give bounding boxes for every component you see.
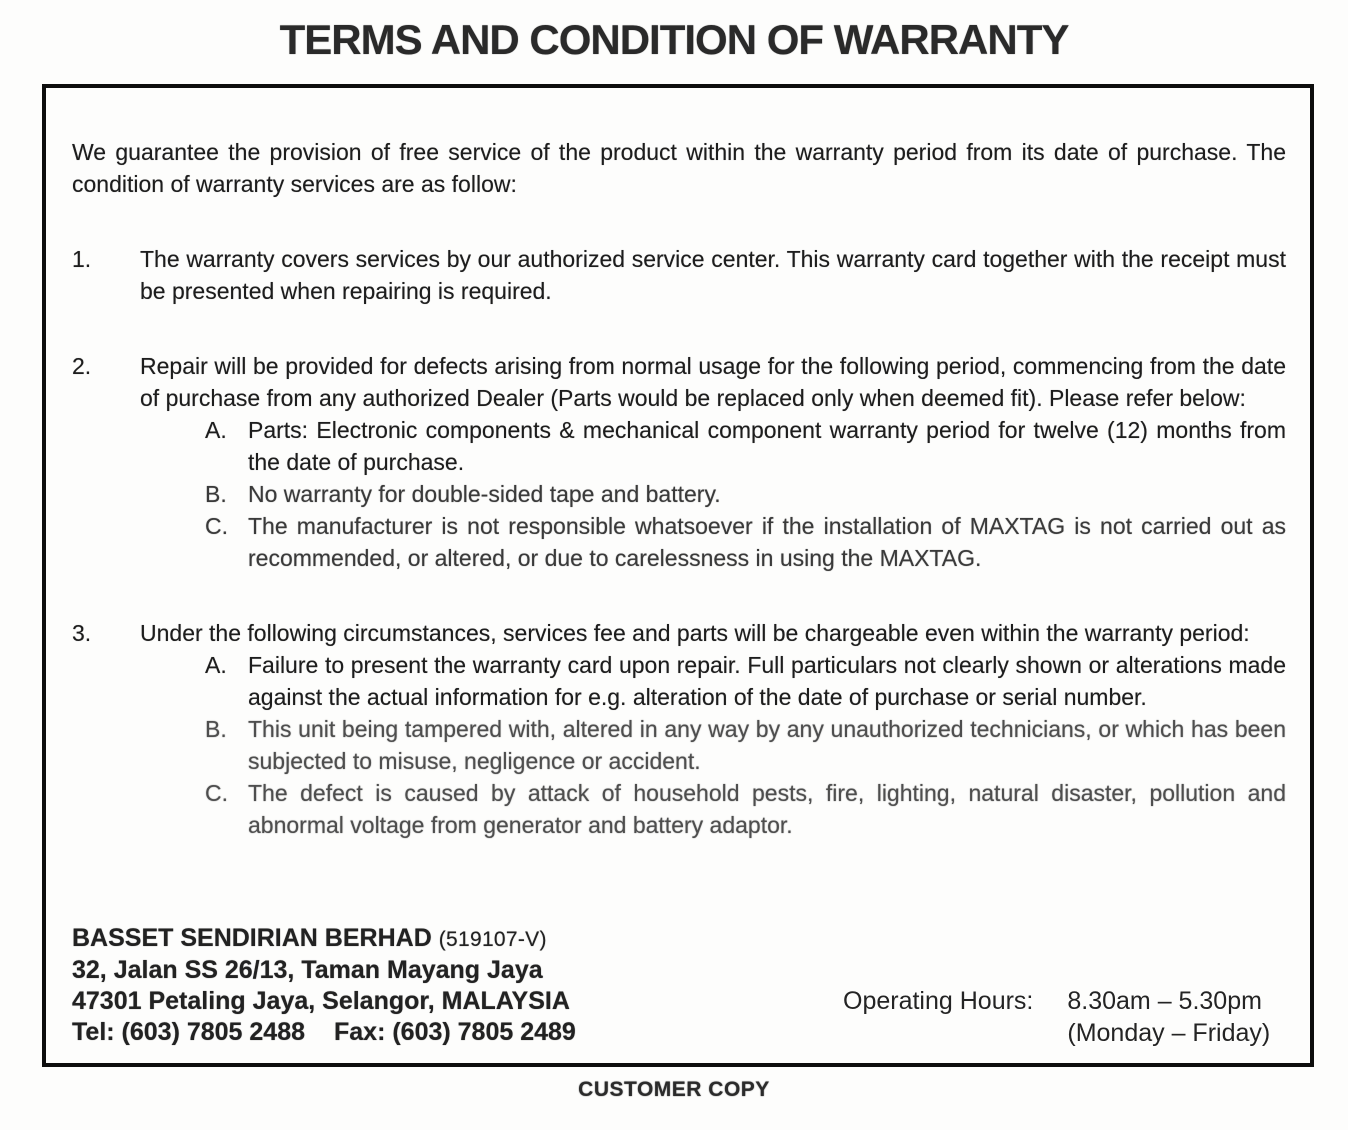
item-text: The warranty covers services by our authorized service center. This warranty card together with the receipt must be presented when repairing is required. <box>140 246 1286 304</box>
intro-paragraph: We guarantee the provision of free service of the product within the warranty period from its date of purchase. The condition of warranty services are as follow: <box>72 139 1286 197</box>
sub-item-3b <box>205 713 1286 777</box>
company-address-line-2: 47301 Petaling Jaya, Selangor, MALAYSIA <box>72 987 570 1015</box>
document-title: TERMS AND CONDITION OF WARRANTY <box>279 16 1069 63</box>
operating-hours-values <box>1067 985 1270 1049</box>
sub-item-text: No warranty for double-sided tape and battery. <box>248 481 721 507</box>
company-registration-number: (519107-V) <box>438 928 547 951</box>
sub-item-letter: A. <box>205 652 227 678</box>
sub-item-2c <box>205 510 1286 574</box>
item-body <box>140 617 1286 841</box>
operating-hours-time: 8.30am – 5.30pm <box>1067 987 1262 1015</box>
warranty-item-1 <box>72 243 1286 307</box>
item-number: 1. <box>72 246 92 272</box>
item-body <box>140 350 1286 574</box>
warranty-item-2 <box>72 350 1286 574</box>
company-address-line-1: 32, Jalan SS 26/13, Taman Mayang Jaya <box>72 956 543 984</box>
company-name-line <box>72 923 576 955</box>
warranty-card-content <box>46 88 1310 841</box>
sub-item-2a <box>205 414 1286 478</box>
sub-item-3c <box>205 777 1286 841</box>
operating-hours-label: Operating Hours: <box>843 987 1034 1015</box>
sub-item-text: The manufacturer is not responsible whatsoever if the installation of MAXTAG is not carried out as recommended, or altered, or due to carelessness in using the MAXTAG. <box>248 513 1286 571</box>
item-text: Repair will be provided for defects arising from normal usage for the following period, commencing from the date of purchase from any authorized Dealer (Parts would be replaced only when deemed fit). Please refer below: <box>140 353 1286 411</box>
item-number: 2. <box>72 353 92 379</box>
company-tel-fax-line <box>72 1017 576 1048</box>
company-info-block <box>72 923 576 1048</box>
item-text: Under the following circumstances, services fee and parts will be chargeable even within the warranty period: <box>140 620 1250 646</box>
company-tel: Tel: (603) 7805 2488 <box>72 1018 306 1046</box>
sub-item-text: This unit being tampered with, altered in any way by any unauthorized technicians, or which has been subjected to misuse, negligence or accident. <box>248 716 1286 774</box>
company-fax: Fax: (603) 7805 2489 <box>333 1018 576 1046</box>
sub-item-letter: B. <box>205 481 227 507</box>
item-number: 3. <box>72 620 92 646</box>
sub-item-letter: A. <box>205 417 227 443</box>
sub-item-letter: C. <box>205 513 228 539</box>
sub-item-text: Parts: Electronic components & mechanical component warranty period for twelve (12) months from the date of purchase. <box>248 417 1286 475</box>
operating-hours-block <box>843 985 1270 1049</box>
sub-item-text: Failure to present the warranty card upon repair. Full particulars not clearly shown or alterations made against the actual information for e.g. alteration of the date of purchase or serial number. <box>248 652 1286 710</box>
warranty-card-border-box <box>42 84 1314 1067</box>
sub-item-2b <box>205 478 1286 510</box>
sub-item-3a <box>205 649 1286 713</box>
item-body <box>140 243 1286 307</box>
sub-item-letter: C. <box>205 780 228 806</box>
warranty-item-3 <box>72 617 1286 841</box>
company-name: BASSET SENDIRIAN BERHAD <box>72 924 432 952</box>
sub-item-letter: B. <box>205 716 227 742</box>
sub-item-text: The defect is caused by attack of household pests, fire, lighting, natural disaster, pollution and abnormal voltage from generator and battery adaptor. <box>248 780 1286 838</box>
operating-hours-days: (Monday – Friday) <box>1067 1019 1271 1047</box>
customer-copy-label: CUSTOMER COPY <box>578 1078 770 1101</box>
